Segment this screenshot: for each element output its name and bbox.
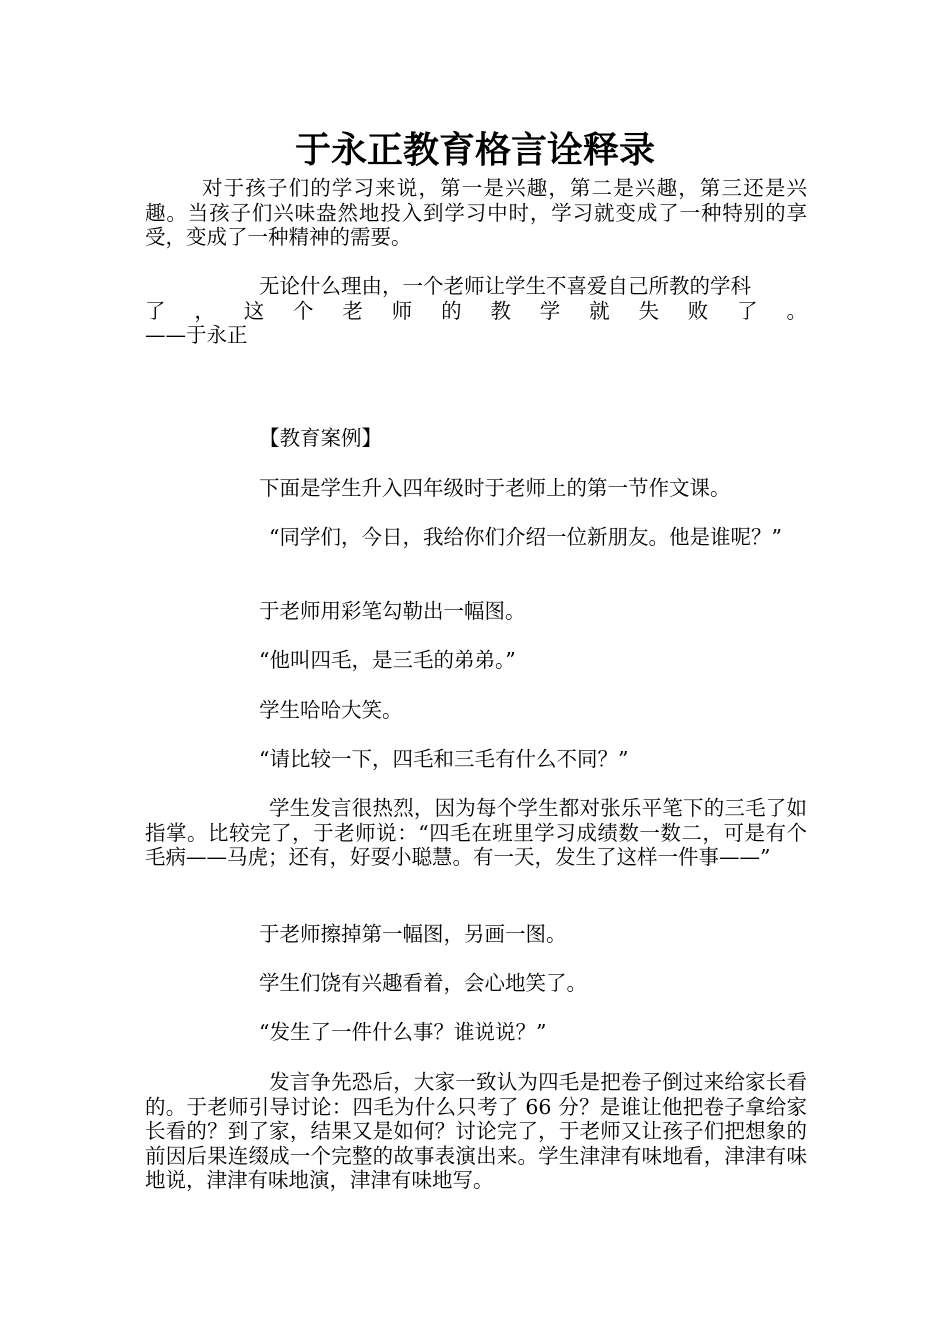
case-paragraph-1: 下面是学生升入四年级时于老师上的第一节作文课。 [259, 476, 731, 500]
intro-paragraph: 对于孩子们的学习来说，第一是兴趣，第二是兴趣，第三还是兴趣。当孩子们兴味盎然地投入到学习中时，学习就变成了一种特别的享受，变成了一种精神的需要。 [145, 176, 807, 250]
quote-block [145, 274, 807, 348]
case-paragraph-2: “同学们，今日，我给你们介绍一位新朋友。他是谁呢？” [269, 525, 782, 549]
case-paragraph-6: “请比较一下，四毛和三毛有什么不同？” [259, 747, 629, 771]
case-paragraph-10: “发生了一件什么事？谁说说？” [259, 1020, 547, 1044]
quote-author: ——于永正 [145, 323, 248, 348]
case-paragraph-4: “他叫四毛，是三毛的弟弟。” [259, 648, 516, 672]
case-heading: 【教育案例】 [259, 426, 382, 450]
case-paragraph-11: 发言争先恐后，大家一致认为四毛是把卷子倒过来给家长看的。于老师引导讨论：四毛为什么只考了 66 分？是谁让他把卷子拿给家长看的？到了家，结果又是如何？讨论完了，于老师又让孩子们把想象的前因后果连缀成一个完整的故事表演出来。学生津津有味地看，津津有味地说，津津有味地演，津津有味地写。 [145, 1070, 807, 1193]
case-paragraph-9: 学生们饶有兴趣看着，会心地笑了。 [259, 971, 587, 995]
document-title: 于永正教育格言诠释录 [294, 129, 655, 171]
case-paragraph-3: 于老师用彩笔勾勒出一幅图。 [259, 599, 526, 623]
quote-line-1: 无论什么理由，一个老师让学生不喜爱自己所教的学科 [259, 274, 751, 298]
case-paragraph-8: 于老师擦掉第一幅图，另画一图。 [259, 922, 567, 946]
quote-line-2: 了 ， 这 个 老 师 的 教 学 就 失 败 了 。 [145, 298, 807, 323]
case-paragraph-5: 学生哈哈大笑。 [259, 698, 403, 722]
case-paragraph-7: 学生发言很热烈，因为每个学生都对张乐平笔下的三毛了如指掌。比较完了，于老师说：“四毛在班里学习成绩数一数二，可是有个毛病——马虎；还有，好耍小聪慧。有一天，发生了这样一件事——” [145, 796, 807, 870]
